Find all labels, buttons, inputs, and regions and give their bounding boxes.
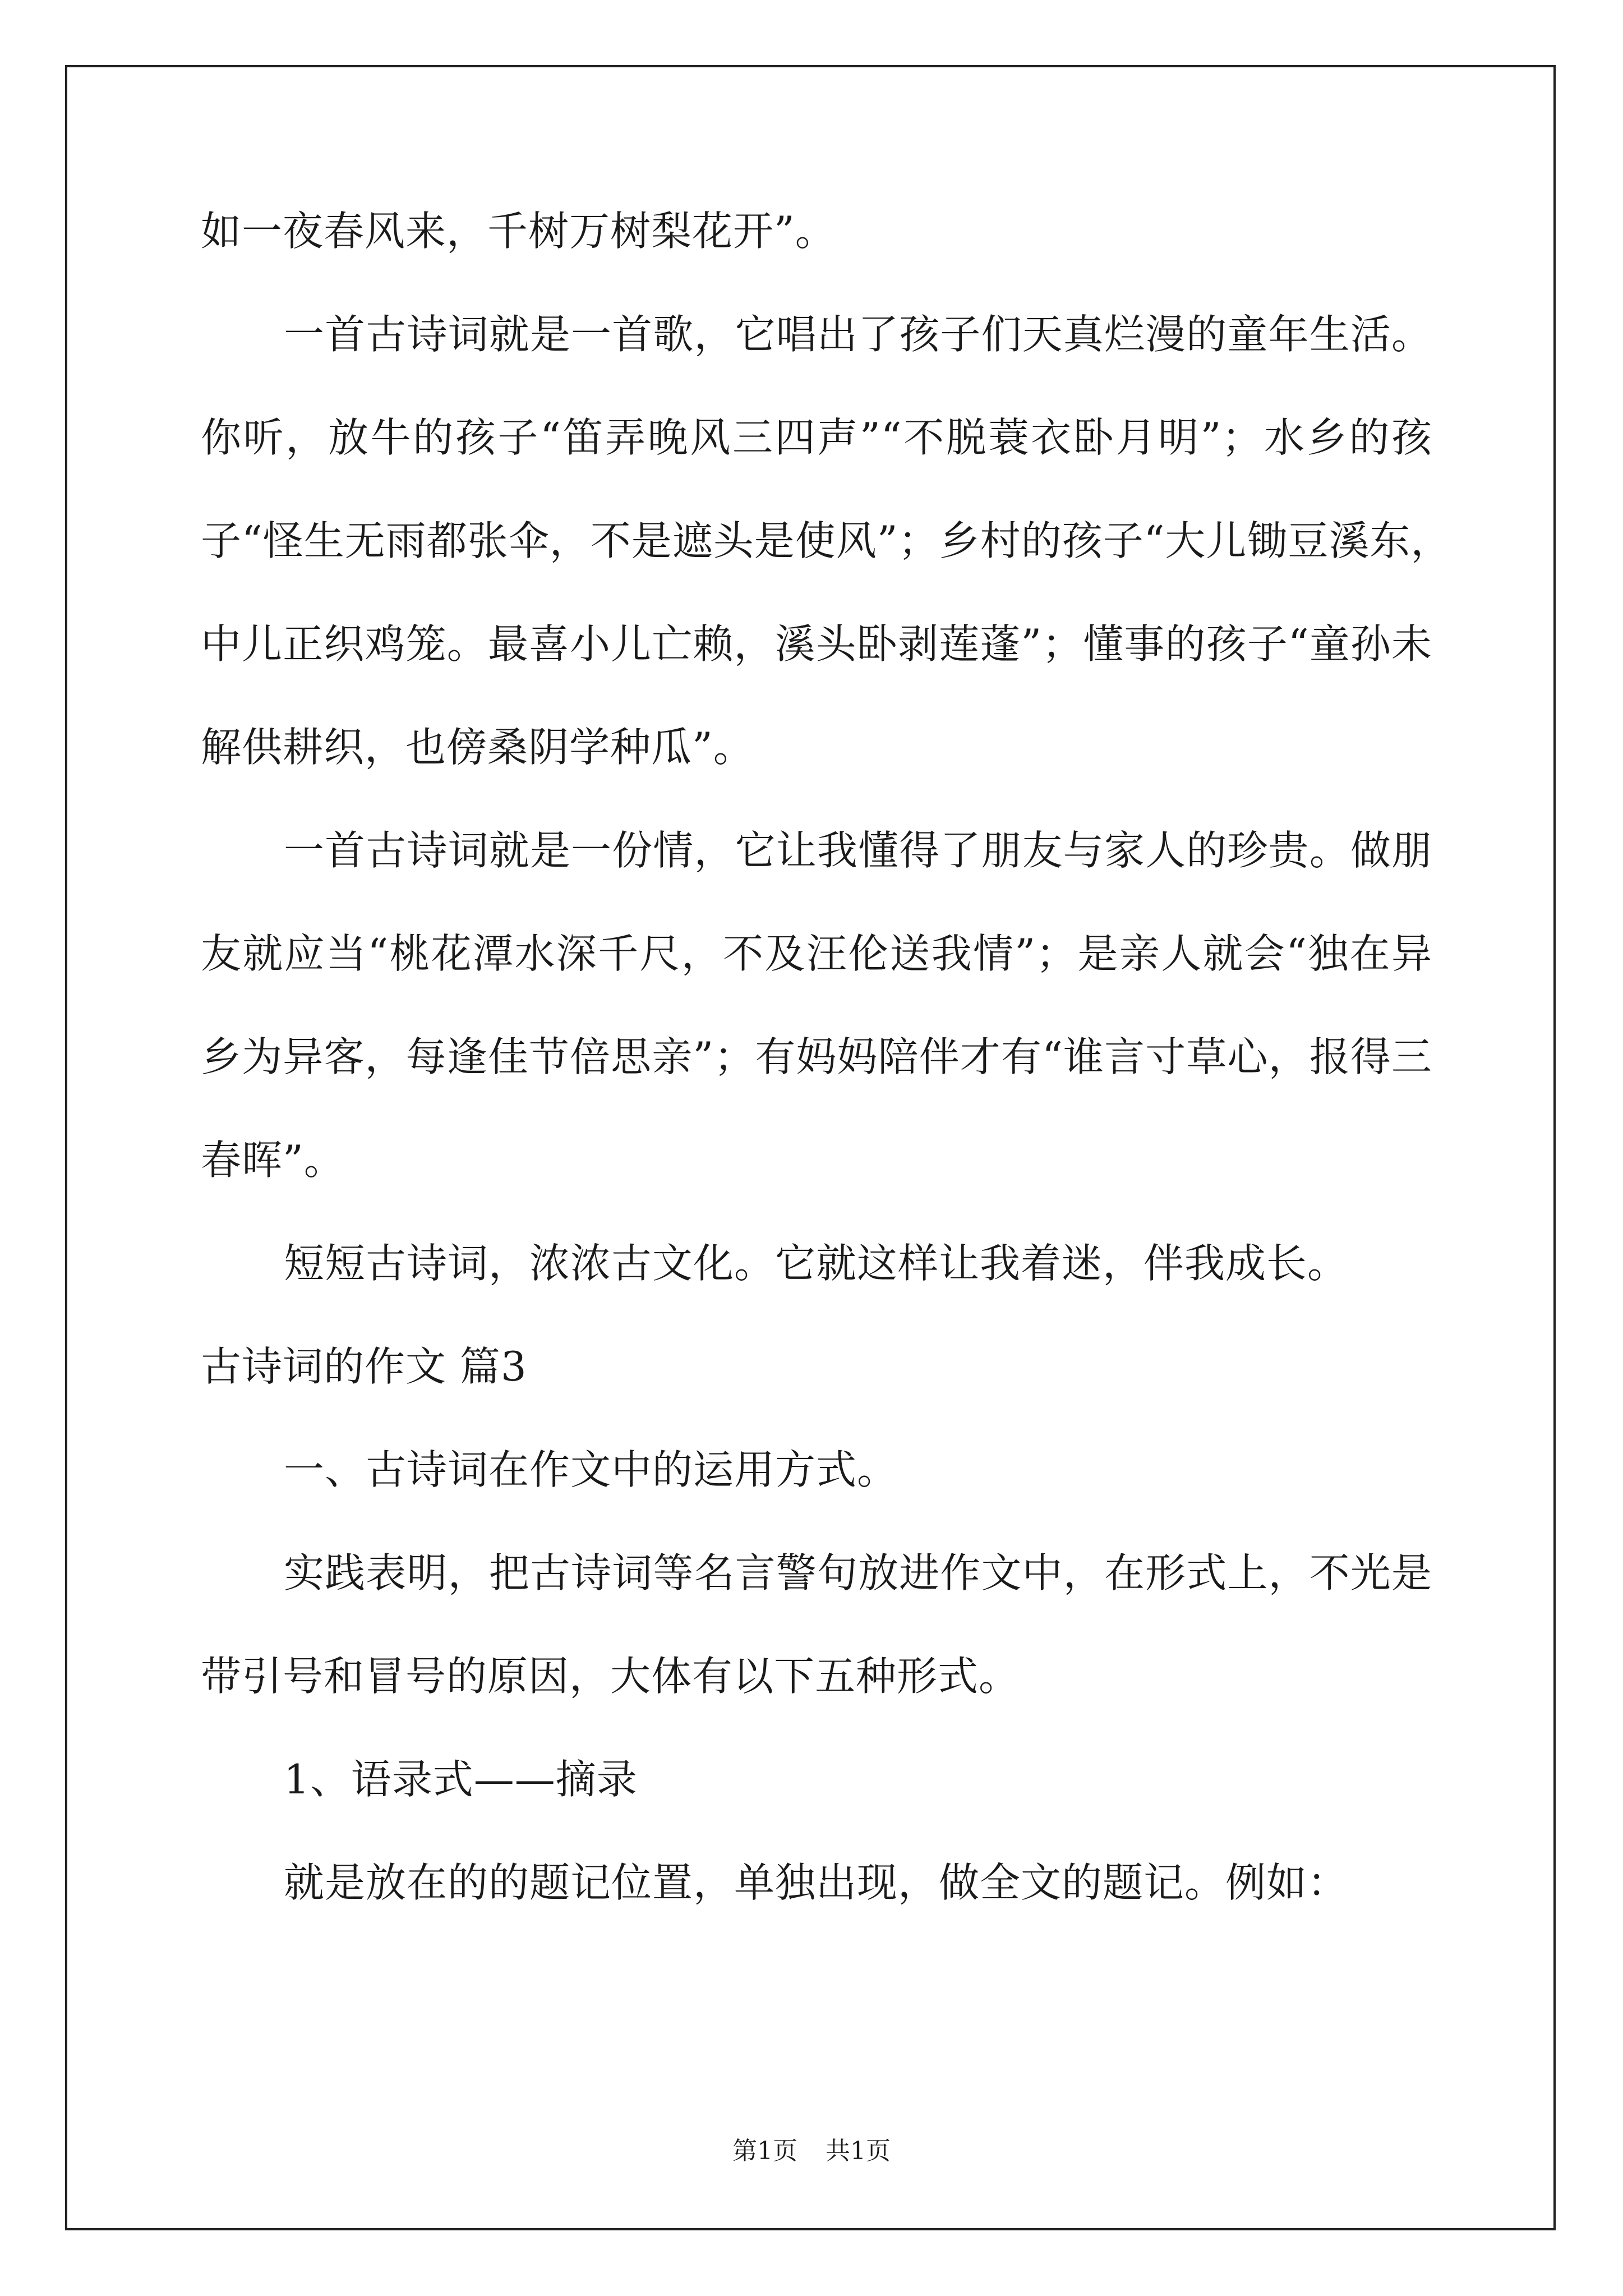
paragraph-line: 一首古诗词就是一份情，它让我懂得了朋友与家人的珍贵。做朋 — [284, 827, 1432, 874]
paragraph-line: 友就应当“桃花潭水深千尺，不及汪伦送我情”；是亲人就会“独在异 — [201, 930, 1432, 977]
list-item-heading: 1、语录式——摘录 — [284, 1756, 638, 1803]
paragraph-line: 带引号和冒号的原因，大体有以下五种形式。 — [201, 1653, 1020, 1700]
paragraph-line: 春晖”。 — [201, 1137, 345, 1184]
paragraph-line: 中儿正织鸡笼。最喜小儿亡赖，溪头卧剥莲蓬”；懂事的孩子“童孙未 — [201, 620, 1432, 668]
paragraph-line: 乡为异客，每逢佳节倍思亲”；有妈妈陪伴才有“谁言寸草心，报得三 — [201, 1033, 1432, 1080]
paragraph-line: 实践表明，把古诗词等名言警句放进作文中，在形式上，不光是 — [284, 1549, 1432, 1596]
paragraph-line: 如一夜春风来，千树万树梨花开”。 — [201, 208, 836, 255]
paragraph-line: 子“怪生无雨都张伞，不是遮头是使风”；乡村的孩子“大儿锄豆溪东， — [201, 517, 1452, 564]
paragraph-line: 你听，放牛的孩子“笛弄晚风三四声”“不脱蓑衣卧月明”；水乡的孩 — [201, 414, 1432, 461]
section-heading: 古诗词的作文 篇3 — [201, 1343, 527, 1390]
page-footer — [0, 2139, 1623, 2164]
subheading: 一、古诗词在作文中的运用方式。 — [284, 1446, 898, 1493]
document-body — [201, 208, 1452, 1966]
page-number: 第1页 — [732, 2137, 797, 2165]
paragraph-line: 解供耕织，也傍桑阴学种瓜”。 — [201, 724, 754, 771]
page-total: 共1页 — [826, 2137, 891, 2165]
paragraph-line: 短短古诗词，浓浓古文化。它就这样让我着迷，伴我成长。 — [284, 1240, 1349, 1287]
paragraph-line: 就是放在的的题记位置，单独出现，做全文的题记。例如： — [284, 1859, 1349, 1906]
paragraph-line: 一首古诗词就是一首歌，它唱出了孩子们天真烂漫的童年生活。 — [284, 311, 1432, 358]
